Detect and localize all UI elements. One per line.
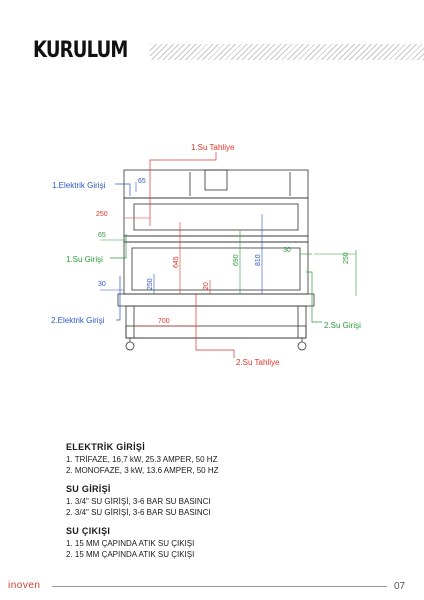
wheel-right	[298, 342, 306, 350]
dimension-65-top: 65	[138, 178, 146, 185]
divider-rail	[124, 236, 308, 242]
oven-drawing	[118, 170, 314, 350]
brand-logo: inoven	[8, 580, 41, 591]
dimension-65-left: 65	[98, 232, 106, 239]
dimension-690: 690	[233, 254, 240, 266]
page-title: KURULUM	[33, 38, 128, 63]
vent-box	[205, 170, 227, 190]
dimension-30-right: 30	[283, 247, 291, 254]
label-su-tahliye-1: 1.Su Tahliye	[191, 143, 235, 152]
spec-elektrik-1: 1. TRİFAZE, 16,7 kW, 25.3 AMPER, 50 HZ	[66, 455, 218, 464]
dimension-250-mid: 250	[147, 278, 154, 290]
dimension-250-left: 250	[96, 211, 108, 218]
label-su-girisi-1: 1.Su Girişi	[66, 255, 103, 264]
installation-specs	[66, 442, 386, 560]
heading-su-girisi: SU GİRİŞİ	[66, 484, 111, 494]
label-su-girisi-2: 2.Su Girişi	[324, 321, 361, 330]
dimension-810: 810	[255, 254, 262, 266]
dimension-645: 645	[173, 256, 180, 268]
page-number: 07	[394, 581, 406, 592]
spec-su-girisi-1: 1. 3/4" SU GİRİŞİ, 3-6 BAR SU BASINCI	[66, 497, 211, 506]
dimension-250-right: 250	[343, 252, 350, 264]
spec-elektrik-2: 2. MONOFAZE, 3 kW, 13.6 AMPER, 50 HZ	[66, 466, 219, 475]
footer-divider	[52, 586, 387, 587]
heading-su-cikisi: SU ÇIKIŞI	[66, 526, 111, 536]
label-elektrik-girisi-2: 2.Elektrik Girişi	[51, 316, 105, 325]
top-hood	[124, 170, 308, 198]
spec-su-cikisi-2: 2. 15 MM ÇAPINDA ATIK SU ÇIKIŞI	[66, 550, 195, 559]
wheel-left	[126, 342, 134, 350]
heading-elektrik-girisi: ELEKTRİK GİRİŞİ	[66, 442, 146, 452]
label-elektrik-girisi-1: 1.Elektrik Girişi	[52, 181, 106, 190]
stand	[126, 306, 306, 338]
label-su-tahliye-2: 2.Su Tahliye	[236, 358, 280, 367]
header-hatch-decoration	[150, 44, 424, 60]
spec-su-girisi-2: 2. 3/4" SU GİRİŞİ, 3-6 BAR SU BASINCI	[66, 508, 211, 517]
dimension-700: 700	[158, 318, 170, 325]
installation-diagram	[0, 130, 424, 380]
dimension-20: 20	[203, 282, 210, 290]
base-frame	[118, 294, 314, 306]
spec-su-cikisi-1: 1. 15 MM ÇAPINDA ATIK SU ÇIKIŞI	[66, 539, 195, 548]
dimension-30-left: 30	[98, 281, 106, 288]
